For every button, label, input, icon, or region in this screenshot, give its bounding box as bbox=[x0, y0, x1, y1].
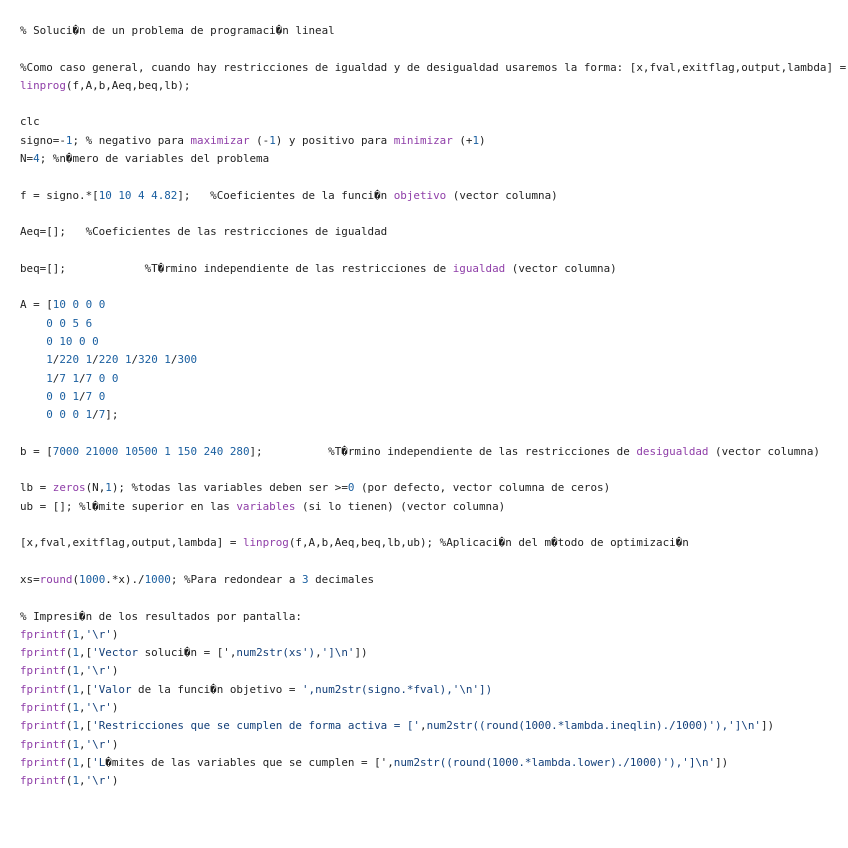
code-text: ]) bbox=[354, 646, 368, 660]
code-line bbox=[20, 644, 846, 662]
code-text bbox=[20, 317, 46, 330]
code-text: , bbox=[229, 646, 237, 660]
code-number: 300 bbox=[177, 353, 198, 367]
code-text: ( bbox=[72, 572, 80, 586]
code-keyword: fprintf bbox=[20, 627, 66, 641]
code-number: 1 bbox=[72, 755, 80, 769]
code-text: , bbox=[79, 774, 86, 788]
code-keyword: fprintf bbox=[20, 682, 66, 696]
code-keyword: fprintf bbox=[20, 664, 66, 678]
code-number: 7 1 bbox=[59, 371, 80, 385]
code-number: 10 0 0 0 bbox=[52, 298, 106, 312]
code-text: ( bbox=[65, 664, 73, 678]
code-text: ( bbox=[65, 700, 73, 714]
code-line bbox=[20, 223, 846, 241]
code-keyword: fprintf bbox=[20, 700, 66, 714]
code-text: % Impresi�n de los resultados por pantalla: bbox=[20, 609, 302, 623]
code-text: %Como caso general, cuando hay restricciones de igualdad y de desigualdad usaremos la forma: [x,fval,exitflag,output,lambda] = bbox=[20, 60, 847, 74]
code-line bbox=[20, 608, 846, 626]
code-keyword: objetivo bbox=[393, 188, 447, 202]
code-line bbox=[20, 754, 846, 772]
code-text: soluci�n = [' bbox=[138, 646, 230, 660]
code-keyword: linprog bbox=[242, 536, 289, 550]
code-number: 1 bbox=[105, 481, 112, 495]
code-line bbox=[20, 370, 846, 388]
code-text: ( bbox=[65, 627, 73, 641]
code-number: 0 0 5 6 bbox=[46, 316, 93, 330]
code-text: ) bbox=[111, 664, 119, 678]
code-text: f = signo.*[ bbox=[20, 188, 99, 202]
code-text: , bbox=[420, 719, 427, 733]
code-text bbox=[20, 408, 46, 421]
code-text: ( bbox=[65, 774, 73, 788]
code-text: (N, bbox=[85, 481, 106, 495]
code-text: (vector columna) bbox=[708, 444, 820, 458]
code-text: ); %todas las variables deben ser >= bbox=[111, 481, 348, 495]
code-string: '\r' bbox=[85, 627, 112, 641]
code-line bbox=[20, 699, 846, 717]
code-string: '\r' bbox=[85, 664, 112, 678]
code-text: A = [ bbox=[20, 298, 53, 312]
code-text: ,[ bbox=[79, 646, 93, 660]
code-text: Aeq=[]; %Coeficientes de las restricciones de igualdad bbox=[20, 225, 388, 239]
code-line bbox=[20, 461, 846, 479]
code-number: 7000 21000 10500 1 150 240 280 bbox=[52, 444, 250, 458]
code-text: ( bbox=[65, 646, 73, 660]
code-text: [x,fval,exitflag,output,lambda] = bbox=[20, 536, 243, 550]
code-line bbox=[20, 662, 846, 680]
code-text: % Soluci�n de un problema de programaci�n lineal bbox=[20, 24, 335, 37]
code-number: 220 1 bbox=[59, 353, 93, 367]
code-text: �mites de las variables que se cumplen = [' bbox=[105, 755, 388, 769]
code-text: ) bbox=[111, 700, 119, 714]
code-number: 3 bbox=[301, 572, 309, 586]
code-line bbox=[20, 351, 846, 369]
code-text: (vector columna) bbox=[505, 261, 617, 275]
code-line bbox=[20, 553, 846, 571]
code-string: 'Restricciones que se cumplen de forma activa = [' bbox=[92, 719, 420, 733]
code-text: (vector columna) bbox=[446, 188, 558, 202]
code-text: signo=- bbox=[20, 133, 66, 147]
code-text: ]) bbox=[760, 719, 775, 733]
code-text: / bbox=[170, 353, 178, 367]
code-number: 10 10 4 4.82 bbox=[98, 188, 178, 202]
code-text: ]; %Coeficientes de la funci�n bbox=[177, 188, 394, 202]
code-text: ; %Para redondear a bbox=[170, 572, 302, 586]
code-text: ]) bbox=[715, 755, 729, 769]
code-line bbox=[20, 772, 846, 790]
code-line bbox=[20, 736, 846, 754]
code-number: 1 bbox=[46, 353, 53, 367]
code-number: 1 bbox=[72, 646, 80, 660]
code-keyword: desigualdad bbox=[636, 444, 709, 458]
code-text: ( bbox=[65, 737, 73, 751]
code-text: ; %n�mero de variables del problema bbox=[39, 152, 270, 166]
code-text: (f,A,b,Aeq,beq,lb,ub); %Aplicaci�n del m�todo de optimizaci�n bbox=[288, 536, 689, 550]
code-string: 'L bbox=[92, 755, 106, 769]
code-keyword: maximizar bbox=[190, 133, 250, 147]
code-text: , bbox=[79, 627, 86, 641]
code-number: 1 bbox=[72, 664, 80, 678]
code-keyword: fprintf bbox=[20, 755, 66, 769]
code-text: N= bbox=[20, 152, 34, 166]
code-text: ,[ bbox=[79, 755, 93, 769]
code-line bbox=[20, 498, 846, 516]
code-text bbox=[20, 372, 46, 385]
code-number: 1 bbox=[472, 133, 480, 147]
code-number: 1000 bbox=[144, 572, 171, 586]
code-line bbox=[20, 113, 846, 131]
code-text: ) bbox=[479, 133, 486, 147]
code-text bbox=[20, 335, 46, 348]
code-number: 1 bbox=[269, 133, 276, 147]
code-line bbox=[20, 22, 846, 40]
code-text: ,[ bbox=[79, 719, 93, 733]
code-number: 1000 bbox=[79, 572, 106, 586]
code-number: 220 1 bbox=[98, 353, 132, 367]
code-keyword: minimizar bbox=[393, 133, 453, 147]
code-number: 7 0 0 bbox=[85, 371, 119, 385]
code-line bbox=[20, 132, 846, 150]
code-text: / bbox=[79, 371, 86, 385]
code-line bbox=[20, 296, 846, 314]
code-string: '\r' bbox=[85, 700, 112, 714]
code-keyword: fprintf bbox=[20, 646, 66, 660]
code-text: decimales bbox=[308, 572, 375, 586]
code-line bbox=[20, 95, 846, 113]
code-string: num2str((round(1000.*lambda.lower)./1000)'),']\n' bbox=[393, 755, 716, 769]
code-text: / bbox=[52, 371, 60, 385]
code-keyword: igualdad bbox=[452, 261, 506, 275]
code-text: .*x)./ bbox=[105, 572, 145, 586]
code-text: (por defecto, vector columna de ceros) bbox=[354, 481, 611, 495]
code-editor[interactable] bbox=[20, 22, 846, 790]
code-line bbox=[20, 681, 846, 699]
code-text bbox=[20, 353, 46, 366]
code-number: 0 0 1 bbox=[46, 389, 80, 403]
code-number: 1 bbox=[72, 737, 80, 751]
code-number: 320 1 bbox=[138, 353, 171, 367]
code-text: , bbox=[79, 737, 86, 751]
code-line bbox=[20, 150, 846, 168]
code-line bbox=[20, 425, 846, 443]
code-number: 1 bbox=[65, 133, 73, 147]
code-line bbox=[20, 40, 846, 58]
code-keyword: fprintf bbox=[20, 719, 66, 733]
code-line bbox=[20, 278, 846, 296]
code-line bbox=[20, 187, 846, 205]
code-text: clc bbox=[20, 115, 40, 129]
code-line bbox=[20, 717, 846, 735]
code-number: 1 bbox=[72, 719, 80, 733]
code-text: / bbox=[52, 353, 60, 367]
code-text: (+ bbox=[452, 133, 473, 147]
code-number: 0 0 0 1 bbox=[46, 408, 93, 422]
code-string: 'Valor bbox=[92, 682, 132, 696]
code-line bbox=[20, 388, 846, 406]
code-text: beq=[]; %T�rmino independiente de las restricciones de bbox=[20, 261, 453, 275]
code-number: 7 bbox=[98, 408, 106, 422]
code-text: , bbox=[387, 755, 394, 769]
code-text: (- bbox=[249, 133, 270, 147]
code-string: ',num2str(signo.*fval),'\n']) bbox=[301, 682, 493, 696]
code-text: ( bbox=[65, 719, 73, 733]
code-text: de la funci�n objetivo = bbox=[131, 682, 302, 696]
code-text: / bbox=[92, 408, 99, 422]
code-text: / bbox=[92, 353, 99, 367]
code-line bbox=[20, 260, 846, 278]
code-line bbox=[20, 315, 846, 333]
code-text: ]; %T�rmino independiente de las restricciones de bbox=[249, 444, 637, 458]
code-number: 1 bbox=[72, 700, 80, 714]
code-line bbox=[20, 333, 846, 351]
code-text: , bbox=[79, 664, 86, 678]
code-text: (f,A,b,Aeq,beq,lb); bbox=[65, 78, 191, 92]
code-line bbox=[20, 205, 846, 223]
code-keyword: linprog bbox=[20, 78, 66, 92]
code-text: ,[ bbox=[79, 682, 93, 696]
code-keyword: fprintf bbox=[20, 774, 66, 788]
code-line bbox=[20, 443, 846, 461]
code-text: ; % negativo para bbox=[72, 133, 191, 147]
code-string: num2str((round(1000.*lambda.ineqlin)./1000)'),']\n' bbox=[426, 719, 761, 733]
code-text: ) y positivo para bbox=[275, 133, 394, 147]
code-keyword: zeros bbox=[52, 481, 86, 495]
code-text: ) bbox=[111, 627, 119, 641]
code-number: 4 bbox=[33, 152, 40, 166]
code-keyword: round bbox=[39, 572, 73, 586]
code-number: 1 bbox=[72, 774, 80, 788]
code-keyword: fprintf bbox=[20, 737, 66, 751]
code-number: 0 bbox=[347, 481, 355, 495]
code-line bbox=[20, 242, 846, 260]
code-number: 1 bbox=[46, 371, 53, 385]
code-text: / bbox=[79, 389, 86, 403]
code-text: , bbox=[315, 646, 322, 660]
code-text: b = [ bbox=[20, 444, 53, 458]
code-text: ( bbox=[65, 755, 73, 769]
code-text: ) bbox=[111, 737, 119, 751]
code-number: 1 bbox=[72, 682, 80, 696]
code-line bbox=[20, 516, 846, 534]
code-line bbox=[20, 626, 846, 644]
code-text: ]; bbox=[105, 408, 119, 422]
code-line bbox=[20, 406, 846, 424]
code-string: '\r' bbox=[85, 774, 112, 788]
code-number: 7 0 bbox=[85, 389, 106, 403]
code-line bbox=[20, 479, 846, 497]
code-string: 'Vector bbox=[92, 646, 139, 660]
code-text: ub = []; %l�mite superior en las bbox=[20, 499, 237, 513]
code-text: ) bbox=[111, 774, 119, 788]
code-line bbox=[20, 77, 846, 95]
code-text bbox=[20, 390, 46, 403]
code-line bbox=[20, 534, 846, 552]
code-number: 0 10 0 0 bbox=[46, 335, 99, 349]
code-line bbox=[20, 168, 846, 186]
code-text: ( bbox=[65, 682, 73, 696]
code-number: 1 bbox=[72, 627, 80, 641]
code-line bbox=[20, 589, 846, 607]
code-keyword: variables bbox=[236, 499, 296, 513]
code-string: '\r' bbox=[85, 737, 112, 751]
code-string: num2str(xs') bbox=[236, 646, 316, 660]
code-text: , bbox=[79, 700, 86, 714]
code-string: ']\n' bbox=[321, 646, 355, 660]
code-text: / bbox=[131, 353, 139, 367]
code-text: (si lo tienen) (vector columna) bbox=[295, 499, 506, 513]
code-line bbox=[20, 59, 846, 77]
code-line bbox=[20, 571, 846, 589]
code-text: lb = bbox=[20, 481, 53, 495]
code-text: xs= bbox=[20, 572, 40, 586]
